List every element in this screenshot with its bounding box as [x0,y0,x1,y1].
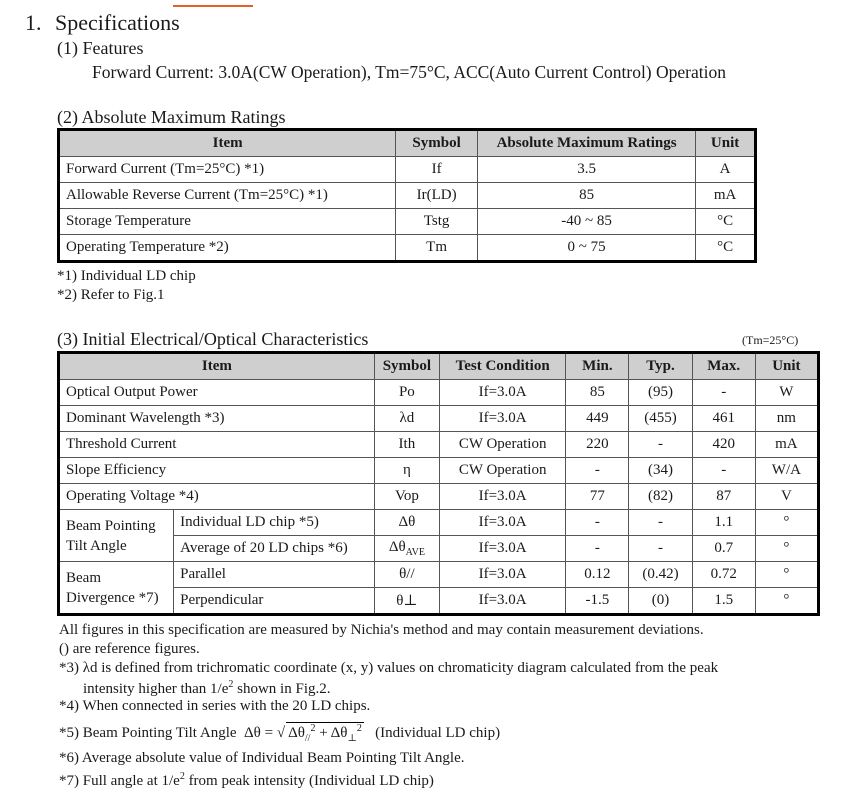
table-row [59,380,819,406]
typ-cell: (95) [629,380,692,406]
item-cell: Forward Current (Tm=25°C) *1) [59,157,396,183]
item-cell: Storage Temperature [59,209,396,235]
abs-note-2: *2) Refer to Fig.1 [57,287,165,303]
table-row [59,432,819,458]
min-cell: 77 [566,484,629,510]
initial-chars-heading: (3) Initial Electrical/Optical Characteristics [57,329,369,349]
typ-cell: (455) [629,406,692,432]
min-cell: - [566,458,629,484]
item-cell: Allowable Reverse Current (Tm=25°C) *1) [59,183,396,209]
symbol-cell: Ir(LD) [396,183,478,209]
footnote-6: *6) Average absolute value of Individual Beam Pointing Tilt Angle. [59,750,465,766]
symbol-cell: θ⊥ [374,588,439,615]
symbol-cell [374,510,439,536]
group-cell: Beam Divergence *7) [59,562,174,615]
max-cell: 461 [692,406,755,432]
typ-cell: (0) [629,588,692,615]
unit-cell: W/A [755,458,818,484]
table-row [59,183,756,209]
item-cell: Parallel [174,562,375,588]
condition-cell: If=3.0A [439,588,565,615]
unit-cell: mA [755,432,818,458]
col-header: Item [59,130,396,157]
col-header: Min. [566,353,629,380]
unit-cell: mA [696,183,756,209]
col-header: Typ. [629,353,692,380]
section-number: 1. [25,10,42,35]
section-title [25,10,180,36]
min-cell: -1.5 [566,588,629,615]
unit-cell: °C [696,235,756,262]
min-cell: 0.12 [566,562,629,588]
col-header: Max. [692,353,755,380]
table-row [59,484,819,510]
unit-cell: ° [755,588,818,615]
item-cell: Slope Efficiency [59,458,375,484]
symbol-cell [374,536,439,562]
col-header: Item [59,353,375,380]
max-cell: 420 [692,432,755,458]
footnote-4: *4) When connected in series with the 20 LD chips. [59,698,371,714]
max-cell: 1.5 [692,588,755,615]
typ-cell: - [629,432,692,458]
symbol-text: Δθ [398,514,416,530]
min-cell: 85 [566,380,629,406]
col-header: Unit [696,130,756,157]
typ-cell: (0.42) [629,562,692,588]
symbol-cell: Po [374,380,439,406]
unit-cell: A [696,157,756,183]
footnote-7-text-end: from peak intensity (Individual LD chip) [184,773,434,789]
symbol-cell: λd [374,406,439,432]
condition-cell: If=3.0A [439,406,565,432]
max-cell: - [692,380,755,406]
condition-cell: If=3.0A [439,562,565,588]
max-cell: 1.1 [692,510,755,536]
max-cell: - [692,458,755,484]
value-cell: 3.5 [477,157,695,183]
footnote-5-label: *5) Beam Pointing Tilt Angle [59,725,237,741]
typ-cell: - [629,510,692,536]
features-heading: (1) Features [57,38,144,58]
value-cell: 85 [477,183,695,209]
unit-cell: nm [755,406,818,432]
table-header-row [59,130,756,157]
condition-cell: CW Operation [439,432,565,458]
symbol-cell: Tm [396,235,478,262]
unit-cell: W [755,380,818,406]
max-cell: 0.7 [692,536,755,562]
absolute-max-table [57,128,757,263]
features-text: Forward Current: 3.0A(CW Operation), Tm=75°C, ACC(Auto Current Control) Operation [92,62,726,82]
typ-cell: - [629,536,692,562]
symbol-cell: Ith [374,432,439,458]
footnote-3-text-end: shown in Fig.2. [233,681,331,697]
item-cell: Operating Temperature *2) [59,235,396,262]
symbol-subscript: AVE [405,547,425,558]
value-cell: -40 ~ 85 [477,209,695,235]
col-header: Absolute Maximum Ratings [477,130,695,157]
symbol-cell: Vop [374,484,439,510]
unit-cell: V [755,484,818,510]
footnote-7-text: *7) Full angle at 1/e [59,773,180,789]
condition-cell: If=3.0A [439,510,565,536]
table-row [59,562,819,588]
table-row [59,510,819,536]
tilt-angle-formula: Δθ = √ $\Delta\theta_{//}^2 + \Delta\theta_\perp^2$ [244,723,362,744]
symbol-cell: Tstg [396,209,478,235]
condition-note: (Tm=25°C) [742,333,799,347]
item-cell: Optical Output Power [59,380,375,406]
section-title-text: Specifications [55,10,180,35]
typ-cell: (34) [629,458,692,484]
col-header: Unit [755,353,818,380]
footnote-3-text: intensity higher than 1/e [83,681,229,697]
table-row [59,406,819,432]
group-cell: Beam Pointing Tilt Angle [59,510,174,562]
item-cell: Average of 20 LD chips *6) [174,536,375,562]
condition-cell: CW Operation [439,458,565,484]
table-header-row [59,353,819,380]
item-cell: Perpendicular [174,588,375,615]
abs-note-1: *1) Individual LD chip [57,268,196,284]
absolute-max-heading: (2) Absolute Maximum Ratings [57,107,286,127]
typ-cell: (82) [629,484,692,510]
unit-cell: ° [755,536,818,562]
condition-cell: If=3.0A [439,484,565,510]
col-header: Symbol [374,353,439,380]
superscript: 2 [179,771,185,782]
table-row [59,157,756,183]
item-cell: Individual LD chip *5) [174,510,375,536]
max-cell: 0.72 [692,562,755,588]
min-cell: - [566,510,629,536]
footnote-measurement: All figures in this specification are measured by Nichia's method and may contain measurement deviations. [59,622,704,638]
footnote-3: *3) λd is defined from trichromatic coordinate (x, y) values on chromaticity diagram calculated from the peak [59,660,719,676]
unit-cell: ° [755,562,818,588]
superscript: 2 [228,679,234,690]
formula-radicand: $\Delta\theta_{//}^2 + \Delta\theta_\perp^2$ [288,723,362,744]
table-row [59,235,756,262]
unit-cell: ° [755,510,818,536]
table-row [59,458,819,484]
footnote-5 [59,722,500,744]
min-cell: 220 [566,432,629,458]
symbol-text: Δθ [388,539,406,555]
item-cell: Dominant Wavelength *3) [59,406,375,432]
min-cell: 449 [566,406,629,432]
header-accent-bar [173,5,253,7]
symbol-cell: η [374,458,439,484]
item-cell: Threshold Current [59,432,375,458]
footnote-7 [59,771,434,790]
value-cell: 0 ~ 75 [477,235,695,262]
condition-cell: If=3.0A [439,536,565,562]
max-cell: 87 [692,484,755,510]
condition-cell: If=3.0A [439,380,565,406]
min-cell: - [566,536,629,562]
col-header: Symbol [396,130,478,157]
footnote-reference: () are reference figures. [59,641,200,657]
initial-chars-table [57,351,820,616]
symbol-cell: θ// [374,562,439,588]
footnote-3-cont [83,679,331,698]
unit-cell: °C [696,209,756,235]
footnote-5-suffix: (Individual LD chip) [375,725,501,741]
col-header: Test Condition [439,353,565,380]
symbol-cell: If [396,157,478,183]
item-cell: Operating Voltage *4) [59,484,375,510]
table-row [59,209,756,235]
